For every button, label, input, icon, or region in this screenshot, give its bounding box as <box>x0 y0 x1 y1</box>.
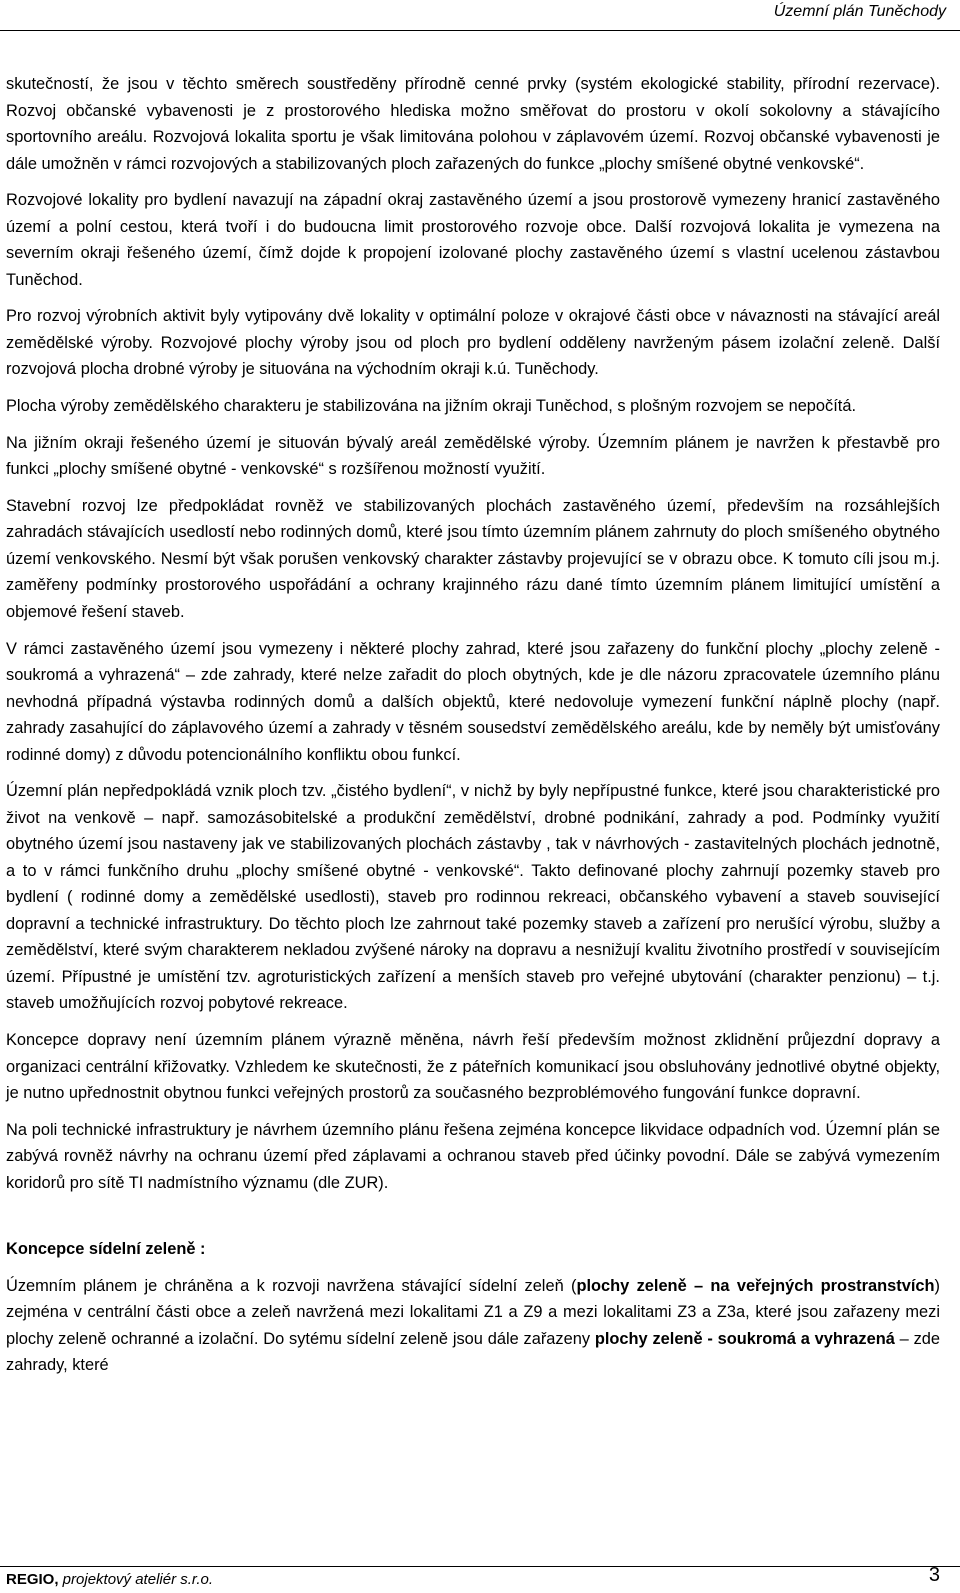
paragraph: Na poli technické infrastruktury je návrhem územního plánu řešena zejména koncepce likvidace odpadních vod. Územní plán se zabývá rovněž návrhy na ochranu území před záplavami a ochranou staveb před účinky povodní. Dále se zabývá vymezením koridorů pro sítě TI nadmístního významu (dle ZUR). <box>6 1120 940 1192</box>
footer-organization <box>6 1570 213 1590</box>
document-body <box>6 71 940 1389</box>
footer-divider <box>0 1566 960 1567</box>
paragraph: Plocha výroby zemědělského charakteru je stabilizována na jižním okraji Tuněchod, s plošným rozvojem se nepočítá. <box>6 397 857 416</box>
paragraph: skutečností, že jsou v těchto směrech soustředěny přírodně cenné prvky (systém ekologické stability, přírodní rezervace). Rozvoj občanské vybavenosti je z prostorového hlediska možno směřovat do prostoru v okolí sokolovny a stávajícího sportovního areálu. Rozvojová lokalita sportu je však limitována polohou v záplavovém území. Rozvoj občanské vybavenosti je dále umožněn v rámci rozvojových a stabilizovaných ploch zařazených do funkce „plochy smíšené obytné venkovské“. <box>6 75 940 173</box>
section-paragraph <box>6 1273 940 1379</box>
paragraph: Rozvojové lokality pro bydlení navazují na západní okraj zastavěného území a jsou prostorově vymezeny hranicí zastavěného území a polní cestou, která tvoří i do budoucna limit prostorového rozvoje obce. Další rozvojová lokalita je vymezena na severním okraji řešeného území, čímž dojde k propojení izolované plochy zastavěného území s vlastní ucelenou zástavbou Tuněchod. <box>6 191 940 289</box>
footer-org-name: REGIO, <box>6 1571 59 1588</box>
section-bold-text: plochy zeleně – na veřejných prostranstvích <box>576 1276 935 1295</box>
paragraph: Pro rozvoj výrobních aktivit byly vytipovány dvě lokality v optimální poloze v okrajové části obce v návaznosti na stávající areál zemědělské výroby. Rozvojové plochy výroby jsou od ploch pro bydlení odděleny navrženým pásem izolační zeleně. Další rozvojová plocha drobné výroby je situována na východním okraji k.ú. Tuněchody. <box>6 307 940 379</box>
paragraph: V rámci zastavěného území jsou vymezeny i některé plochy zahrad, které jsou zařazeny do funkční plochy „plochy zeleně - soukromá a vyhrazená“ – zde zahrady, které nelze zařadit do ploch obytných, kde je dle názoru zpracovatele územního plánu nevhodná případná výstavba rodinných domů a dalších objektů, které nedovoluje vymezení funkční náplně plochy (např. zahrady zasahující do záplavového území a zahrady v těsném sousedství zemědělského areálu, kde by neměly být umisťovány rodinné domy) z důvodu potencionálního konfliktu obou funkcí. <box>6 639 940 764</box>
page-number: 3 <box>928 1564 940 1586</box>
footer-org-suffix: projektový ateliér s.r.o. <box>58 1571 214 1588</box>
header-divider <box>0 30 960 31</box>
paragraph: Koncepce dopravy není územním plánem výrazně měněna, návrh řeší především možnost zklidnění průjezdní dopravy a organizaci centrální křižovatky. Vzhledem ke skutečnosti, že z páteřních komunikací jsou obsluhovány jednotlivé obytné objekty, je nutno upřednostnit obytnou funkci veřejných prostorů za současného bezproblémového fungování funkce dopravní. <box>6 1031 940 1102</box>
section-text: ) zejména v centrální části obce a zeleň navržená mezi lokalitami Z1 a Z9 a mezi lokalitami Z3 a Z3a, které jsou zařazeny mezi plochy zeleně ochranné a izolační. Do sytému sídelní zeleně jsou dále zařazeny <box>6 1276 940 1348</box>
paragraph: Územní plán nepředpokládá vznik ploch tzv. „čistého bydlení“, v nichž by byly nepřípustné funkce, které jsou charakteristické pro život na venkově – např. samozásobitelské a produkční zemědělství, drobné podnikání, zahrady a pod. Podmínky využití obytného území jsou nastaveny jak ve stabilizovaných plochách zástavby , tak v návrhových - zastavitelných plochách jednotně, a to v rámci funkčního druhu „plochy smíšené obytné - venkovské“. Takto definované plochy zahrnují pozemky staveb pro bydlení ( rodinné domy a zemědělské usedlosti), staveb pro rodinnou rekreaci, občanského vybavení a staveb související dopravní a technické infrastruktury. Do těchto ploch lze zahrnout také pozemky staveb a zařízení pro nerušící výrobu, služby a zemědělství, které svým charakterem nekladou zvýšené nároky na dopravu a nesnižují kvalitu životního prostředí v souvisejícím území. Přípustné je umístění tzv. agroturistických zařízení a menších staveb pro veřejné ubytování (charakter penzionu) – t.j. staveb umožňujících rozvoj pobytové rekreace. <box>6 782 940 1013</box>
section-text: – zde zahrady, které <box>6 1329 941 1375</box>
section-heading: Koncepce sídelní zeleně : <box>6 1240 206 1259</box>
paragraph: Na jižním okraji řešeného území je situován bývalý areál zemědělské výroby. Územním plánem je navržen k přestavbě pro funkci „plochy smíšené obytné - venkovské“ s rozšířenou možností využití. <box>6 433 940 479</box>
section-bold-text: plochy zeleně - soukromá a vyhrazená <box>594 1329 895 1348</box>
paragraph: Stavební rozvoj lze předpokládat rovněž ve stabilizovaných plochách zastavěného území, především na rozsáhlejších zahradách stávajících usedlostí nebo rodinných domů, které jsou tímto územním plánem zahrnuty do ploch smíšeného obytného území venkovského. Nesmí být však porušen venkovský charakter zástavby projevující se v obrazu obce. K tomuto cíli jsou m.j. zaměřeny podmínky prostorového uspořádání a ochrany krajinného rázu dané tímto územním plánem limitující umístění a objemové řešení staveb. <box>6 496 940 621</box>
section-text: Územním plánem je chráněna a k rozvoji navržena stávající sídelní zeleň ( <box>6 1276 577 1295</box>
document-header-title: Územní plán Tuněchody <box>773 3 946 20</box>
